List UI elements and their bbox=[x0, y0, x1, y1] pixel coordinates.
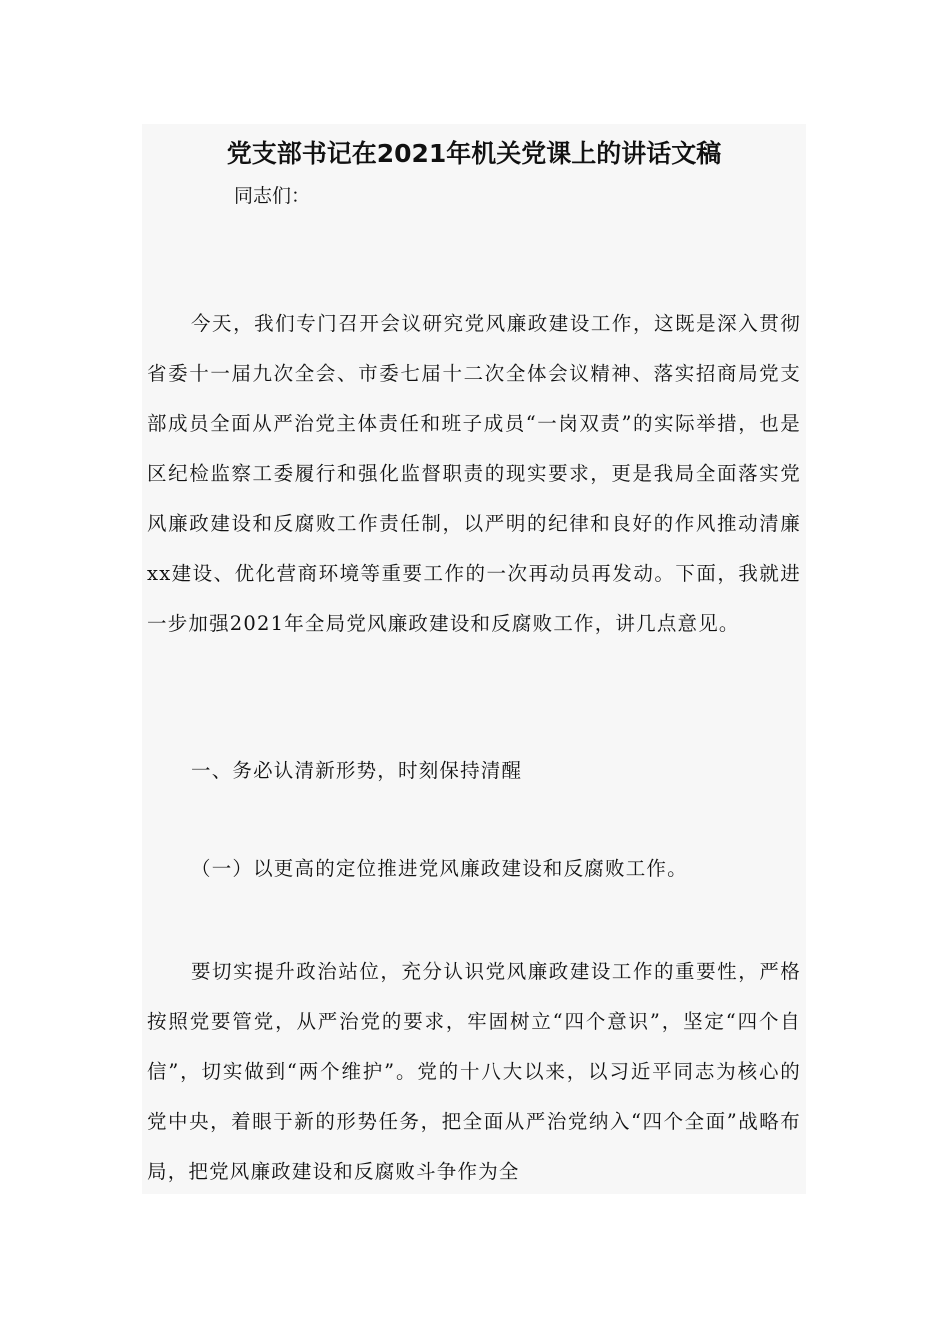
salutation: 同志们： bbox=[234, 185, 311, 207]
document-page bbox=[142, 124, 806, 1194]
paragraph-intro: 今天，我们专门召开会议研究党风廉政建设工作，这既是深入贯彻省委十一届九次全会、市委七届十二次全体会议精神、落实招商局党支部成员全面从严治党主体责任和班子成员“一岗双责”的实际举措，也是区纪检监察工委履行和强化监督职责的现实要求，更是我局全面落实党风廉政建设和反腐败工作责任制，以严明的纪律和良好的作风推动清廉xx建设、优化营商环境等重要工作的一次再动员再发动。下面，我就进一步加强2021年全局党风廉政建设和反腐败工作，讲几点意见。 bbox=[147, 312, 801, 635]
subsection-heading-1: （一）以更高的定位推进党风廉政建设和反腐败工作。 bbox=[191, 857, 688, 880]
section-heading-1: 一、务必认清新形势，时刻保持清醒 bbox=[191, 759, 523, 782]
document-title: 党支部书记在2021年机关党课上的讲话文稿 bbox=[226, 139, 722, 168]
paragraph-body: 要切实提升政治站位，充分认识党风廉政建设工作的重要性，严格按照党要管党，从严治党的要求，牢固树立“四个意识”，坚定“四个自信”，切实做到“两个维护”。党的十八大以来，以习近平同志为核心的党中央，着眼于新的形势任务，把全面从严治党纳入“四个全面”战略布局，把党风廉政建设和反腐败斗争作为全 bbox=[147, 960, 801, 1183]
